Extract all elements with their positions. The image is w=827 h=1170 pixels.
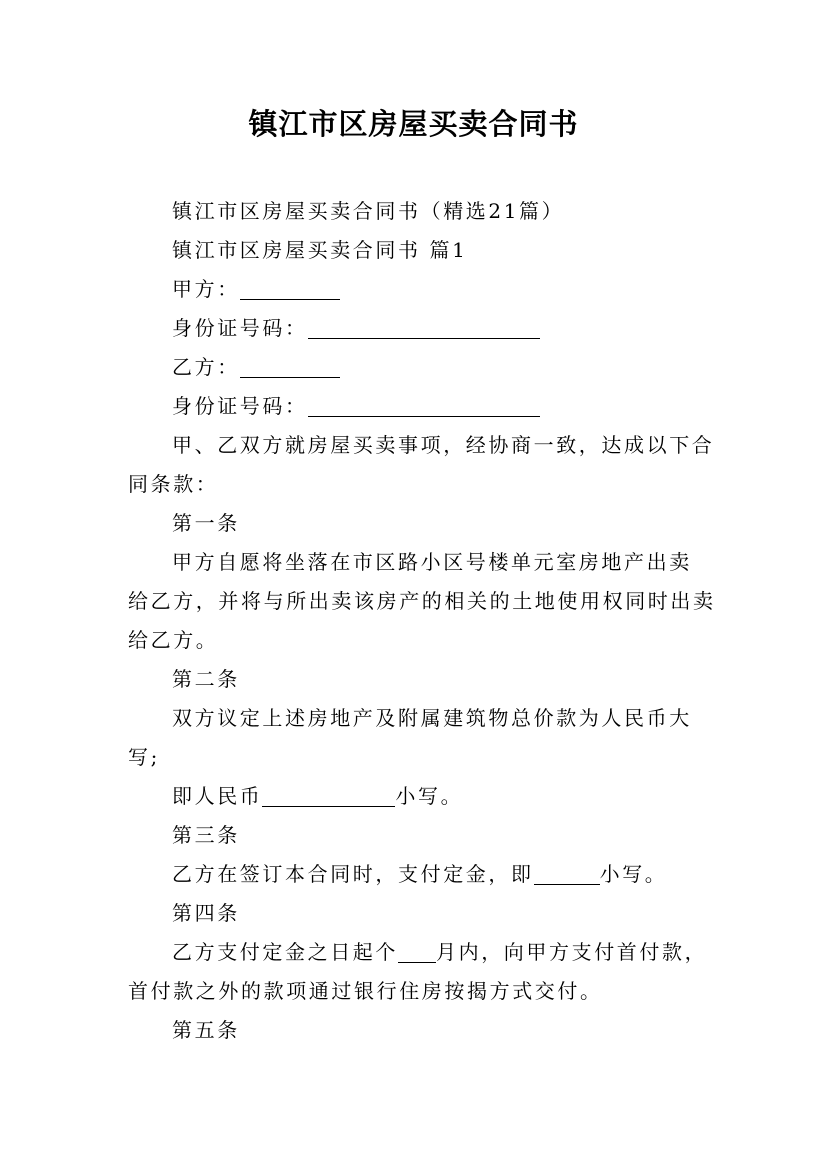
subtitle: 镇江市区房屋买卖合同书（精选21篇） (172, 199, 565, 223)
article-3-heading: 第三条 (172, 823, 240, 847)
months-suffix: 月内，向甲方支付首付款， (436, 940, 708, 964)
intro-line-1: 甲、乙双方就房屋买卖事项，经协商一致，达成以下合 (172, 433, 715, 457)
id-b-line (128, 387, 704, 426)
article-3-line-1 (128, 855, 704, 894)
rmb-amount-blank[interactable] (262, 785, 395, 807)
article-4-heading: 第四条 (172, 901, 240, 925)
party-a-line (128, 270, 704, 309)
intro-line-2: 同条款： (128, 472, 219, 496)
deposit-suffix: 小写。 (599, 862, 668, 886)
months-blank[interactable] (398, 941, 436, 963)
party-b-label: 乙方： (172, 355, 240, 379)
party-a-label: 甲方： (172, 277, 240, 301)
id-b-label: 身份证号码： (172, 394, 308, 418)
article-2-line-1: 双方议定上述房地产及附属建筑物总价款为人民币大 (172, 706, 692, 730)
months-label: 乙方支付定金之日起个 (172, 940, 398, 964)
id-a-label: 身份证号码： (172, 316, 308, 340)
id-a-line (128, 309, 704, 348)
party-b-blank[interactable] (240, 356, 340, 378)
id-a-blank[interactable] (308, 317, 540, 339)
article-2-heading: 第二条 (172, 667, 240, 691)
party-a-blank[interactable] (240, 278, 340, 300)
deposit-label: 乙方在签订本合同时，支付定金，即 (172, 862, 534, 886)
party-b-line (128, 348, 704, 387)
article-2-line-3 (128, 777, 704, 816)
document-body (128, 192, 716, 1050)
section-heading: 镇江市区房屋买卖合同书 篇1 (172, 238, 468, 262)
article-4-line-1 (128, 933, 708, 972)
rmb-label: 即人民币 (172, 784, 263, 808)
article-4-line-2: 首付款之外的款项通过银行住房按揭方式交付。 (128, 979, 603, 1003)
article-5-heading: 第五条 (172, 1018, 240, 1042)
article-1-heading: 第一条 (172, 511, 240, 535)
document-title: 镇江市区房屋买卖合同书 (248, 107, 579, 141)
article-1-line-1: 甲方自愿将坐落在市区路小区号楼单元室房地产出卖 (172, 550, 692, 574)
article-1-line-3: 给乙方。 (128, 628, 219, 652)
article-1-line-2: 给乙方，并将与所出卖该房产的相关的土地使用权同时出卖 (128, 589, 716, 613)
article-2-line-2: 写; (128, 745, 160, 769)
deposit-blank[interactable] (534, 863, 600, 885)
id-b-blank[interactable] (308, 395, 540, 417)
rmb-suffix: 小写。 (395, 784, 464, 808)
